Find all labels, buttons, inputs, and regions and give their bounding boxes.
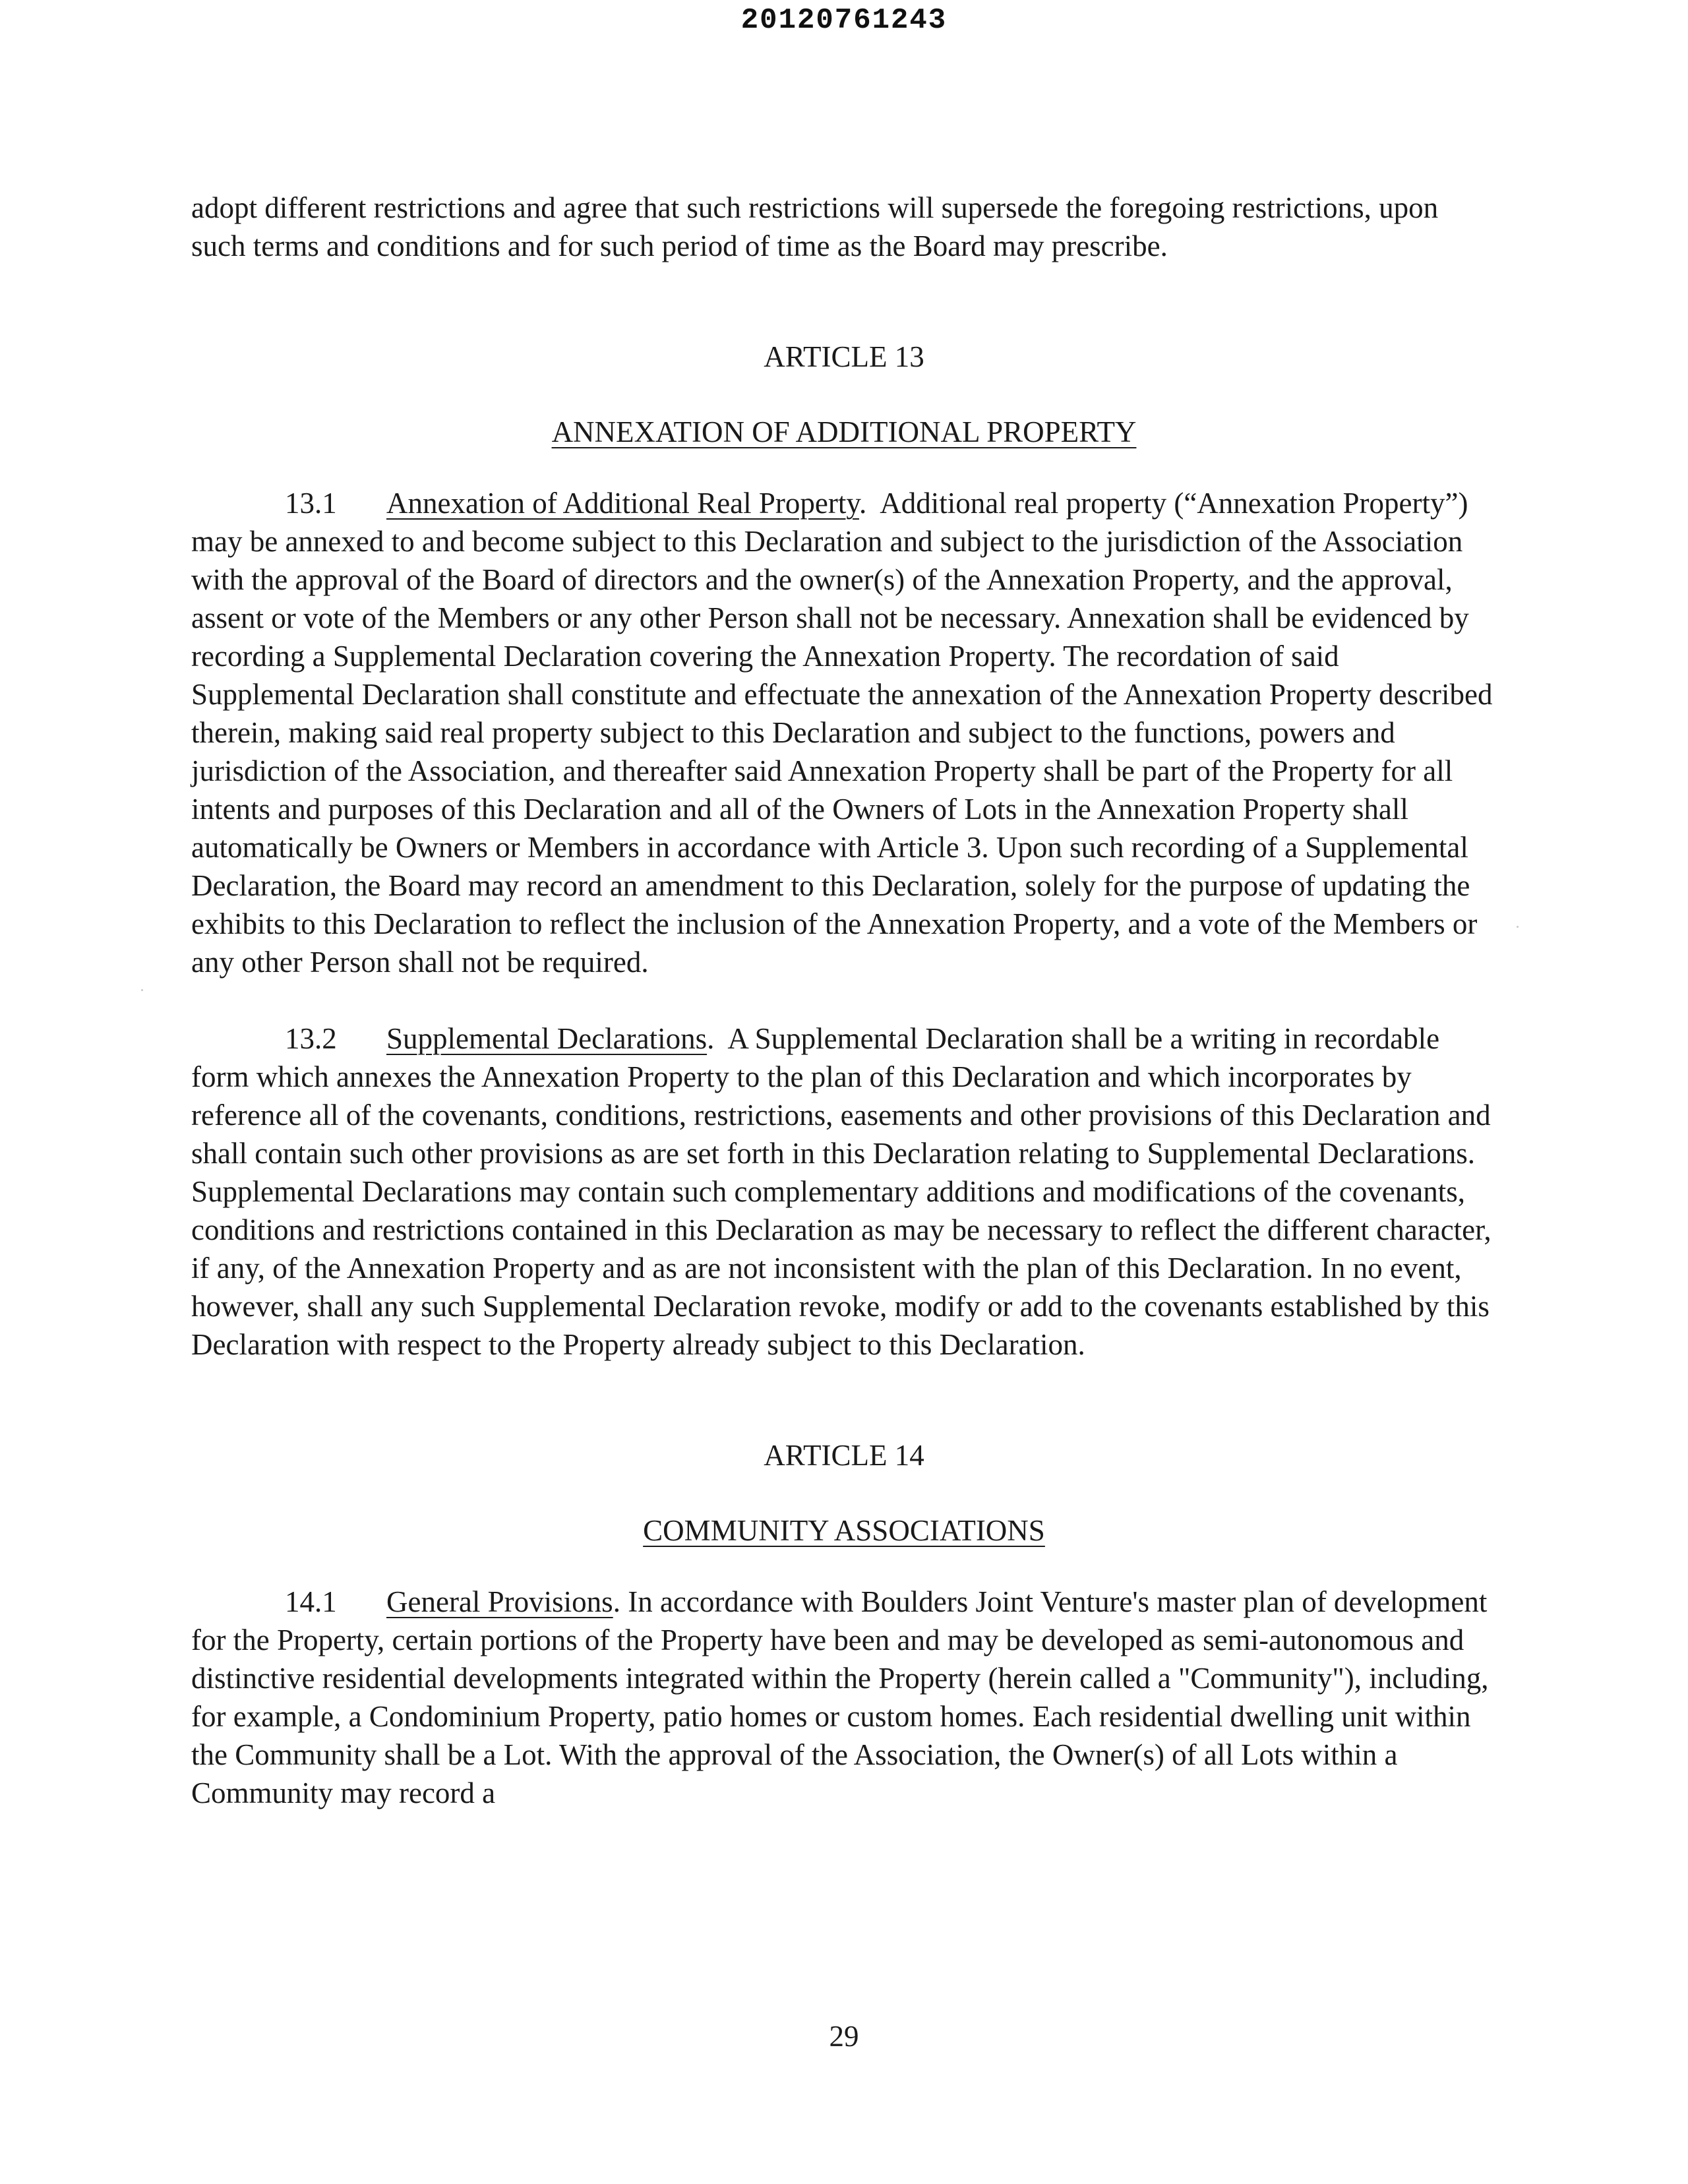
section-13-2: 13.2 Supplemental Declarations. A Supplemental Declaration shall be a writing in recordable form which annexes the Annexation Property to the plan of this Declaration and which incorporates by reference all of the covenants, conditions, restrictions, easements and other provisions of this Declaration and shall contain such other provisions as are set forth in this Declaration relating to Supplemental Declarations. Supplemental Declarations may contain such complementary additions and modifications of the covenants, conditions and restrictions contained in this Declaration as may be necessary to reflect the different character, if any, of the Annexation Property and as are not inconsistent with the plan of this Declaration. In no event, however, shall any such Supplemental Declaration revoke, modify or add to the covenants established by this Declaration with respect to the Property already subject to this Declaration. bbox=[191, 1019, 1497, 1364]
section-13-2-heading: Supplemental Declarations bbox=[386, 1022, 708, 1055]
section-14-1-text: In accordance with Boulders Joint Venture's master plan of development for the Property, certain portions of the Property have been and may be developed as semi-autonomous and distinctive residential developments integrated within the Property (herein called a "Community"), including, for example, a Condominium Property, patio homes or custom homes. Each residential dwelling unit within the Community shall be a Lot. With the approval of the Association, the Owner(s) of all Lots within a Community may record a bbox=[191, 1585, 1489, 1809]
article-14-title bbox=[191, 1511, 1497, 1550]
page-number: 29 bbox=[829, 2020, 859, 2053]
article-13-label: ARTICLE 13 bbox=[764, 340, 924, 373]
section-14-1-heading: General Provisions bbox=[386, 1585, 613, 1618]
section-13-2-text: A Supplemental Declaration shall be a writing in recordable form which annexes the Annexation Property to the plan of this Declaration and which incorporates by reference all of the covenants, conditions, restrictions, easements and other provisions of this Declaration and shall contain such other provisions as are set forth in this Declaration relating to Supplemental Declarations. Supplemental Declarations may contain such complementary additions and modifications of the covenants, conditions and restrictions contained in this Declaration as may be necessary to reflect the different character, if any, of the Annexation Property and as are not inconsistent with the plan of this Declaration. In no event, however, shall any such Supplemental Declaration revoke, modify or add to the covenants established by this Declaration with respect to the Property already subject to this Declaration. bbox=[191, 1022, 1492, 1361]
section-13-1: 13.1 Annexation of Additional Real Property. Additional real property (“Annexation Property”) may be annexed to and become subject to this Declaration and subject to the jurisdiction of the Association with the approval of the Board of directors and the owner(s) of the Annexation Property, and the approval, assent or vote of the Members or any other Person shall not be necessary. Annexation shall be evidenced by recording a Supplemental Declaration covering the Annexation Property. The recordation of said Supplemental Declaration shall constitute and effectuate the annexation of the Annexation Property described therein, making said real property subject to this Declaration and subject to the functions, powers and jurisdiction of the Association, and thereafter said Annexation Property shall be part of the Property for all intents and purposes of this Declaration and all of the Owners of Lots in the Annexation Property shall automatically be Owners or Members in accordance with Article 3. Upon such recording of a Supplemental Declaration, the Board may record an amendment to this Declaration, solely for the purpose of updating the exhibits to this Declaration to reflect the inclusion of the Annexation Property, and a vote of the Members or any other Person shall not be required. bbox=[191, 484, 1497, 981]
section-13-1-text: Additional real property (“Annexation Property”) may be annexed to and become subject to this Declaration and subject to the jurisdiction of the Association with the approval of the Board of directors and the owner(s) of the Annexation Property, and the approval, assent or vote of the Members or any other Person shall not be necessary. Annexation shall be evidenced by recording a Supplemental Declaration covering the Annexation Property. The recordation of said Supplemental Declaration shall constitute and effectuate the annexation of the Annexation Property described therein, making said real property subject to this Declaration and subject to the functions, powers and jurisdiction of the Association, and thereafter said Annexation Property shall be part of the Property for all intents and purposes of this Declaration and all of the Owners of Lots in the Annexation Property shall automatically be Owners or Members in accordance with Article 3. Upon such recording of a Supplemental Declaration, the Board may record an amendment to this Declaration, solely for the purpose of updating the exhibits to this Declaration to reflect the inclusion of the Annexation Property, and a vote of the Members or any other Person shall not be required. bbox=[191, 487, 1493, 979]
article-14-label: ARTICLE 14 bbox=[764, 1439, 924, 1472]
article-14-title-text: COMMUNITY ASSOCIATIONS bbox=[643, 1514, 1045, 1547]
section-14-1: 14.1 General Provisions. In accordance with Boulders Joint Venture's master plan of development for the Property, certain portions of the Property have been and may be developed as semi-autonomous and distinctive residential developments integrated within the Property (herein called a "Community"), including, for example, a Condominium Property, patio homes or custom homes. Each residential dwelling unit within the Community shall be a Lot. With the approval of the Association, the Owner(s) of all Lots within a Community may record a bbox=[191, 1583, 1497, 1812]
scan-speck bbox=[1517, 926, 1519, 928]
scan-speck bbox=[141, 989, 143, 991]
article-13-title-text: ANNEXATION OF ADDITIONAL PROPERTY bbox=[551, 415, 1137, 448]
document-body bbox=[191, 189, 1497, 1812]
section-13-1-number: 13.1 bbox=[285, 487, 337, 520]
section-13-2-number: 13.2 bbox=[285, 1022, 337, 1055]
article-13-title bbox=[191, 413, 1497, 451]
section-14-1-number: 14.1 bbox=[285, 1585, 337, 1618]
section-13-1-heading: Annexation of Additional Real Property bbox=[386, 487, 859, 520]
document-number: 20120761243 bbox=[740, 4, 948, 37]
intro-paragraph: adopt different restrictions and agree that such restrictions will supersede the foregoing restrictions, upon such terms and conditions and for such period of time as the Board may prescribe. bbox=[191, 191, 1439, 262]
